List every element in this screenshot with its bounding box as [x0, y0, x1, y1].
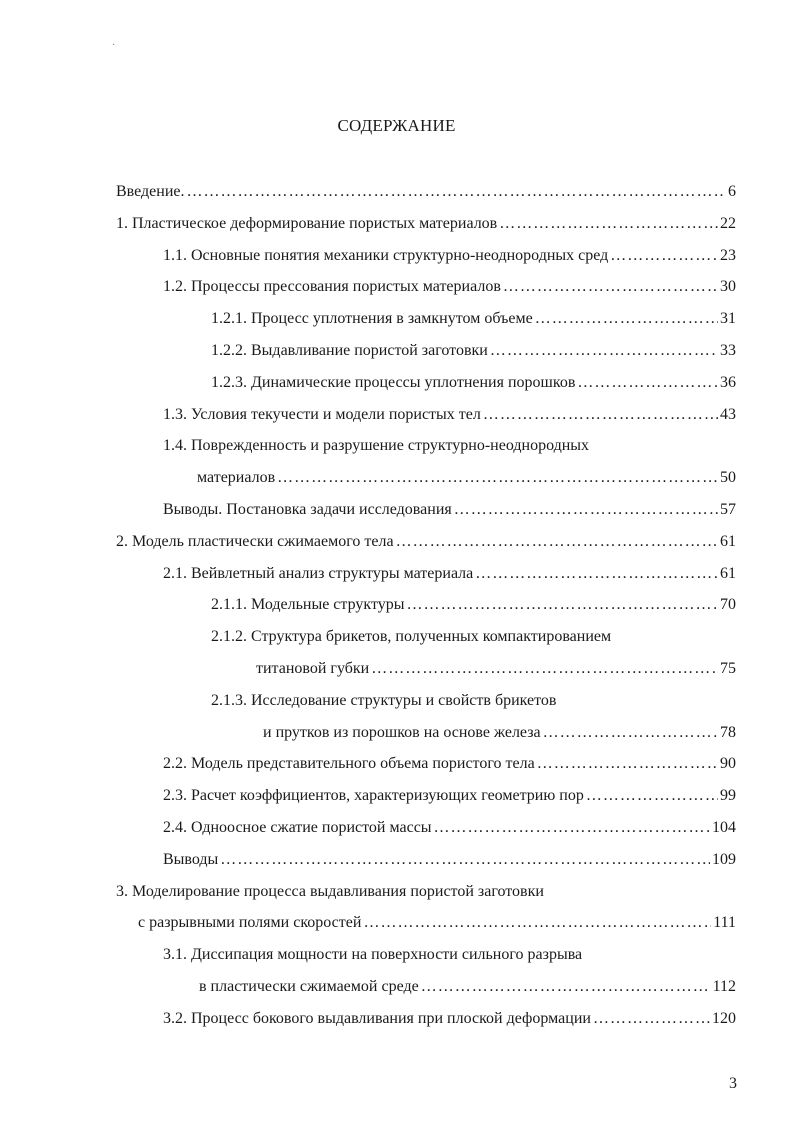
toc-entry-text: 2. Модель пластически сжимаемого тела — [116, 526, 396, 558]
toc-entry[interactable] — [0, 780, 793, 812]
toc-entry[interactable] — [0, 876, 793, 908]
toc-entry[interactable] — [0, 430, 793, 462]
toc-entry-text: 2.1. Вейвлетный анализ структуры материала — [163, 558, 475, 590]
toc-leader-dots — [543, 717, 718, 749]
toc-entry-page: 109 — [712, 850, 736, 868]
toc-entry-continuation[interactable] — [0, 462, 793, 494]
toc-entry[interactable] — [0, 939, 793, 971]
toc-leader-dots — [499, 208, 718, 240]
toc-entry-page: 70 — [720, 596, 736, 614]
toc-entry-page: 6 — [728, 183, 736, 200]
toc-entry-text: 1. Пластическое деформирование пористых материалов — [116, 208, 499, 240]
toc-entry-text: 2.1.2. Структура брикетов, полученных компактированием — [211, 621, 611, 653]
toc-entry[interactable] — [0, 494, 793, 526]
toc-entry[interactable] — [0, 685, 793, 717]
toc-entry-continuation[interactable] — [0, 717, 793, 749]
toc-entry-page: 23 — [720, 246, 736, 264]
toc-entry-text: титановой губки — [256, 653, 371, 685]
toc-leader-dots — [586, 780, 718, 812]
toc-entry-page: 36 — [720, 373, 736, 391]
toc-entry-text: Введение. — [116, 176, 187, 208]
toc-entry[interactable] — [0, 176, 793, 208]
toc-leader-dots — [577, 367, 718, 399]
toc-entry-text: 2.4. Одноосное сжатие пористой массы — [163, 812, 434, 844]
toc-entry[interactable] — [0, 208, 793, 240]
toc-leader-dots — [187, 176, 727, 208]
toc-entry[interactable] — [0, 812, 793, 844]
toc-entry-page: 75 — [720, 659, 736, 677]
toc-entry-text: 3.2. Процесс бокового выдавливания при плоской деформации — [163, 1003, 593, 1035]
toc-entry-page: 99 — [720, 787, 736, 805]
toc-entry[interactable] — [0, 399, 793, 431]
toc-entry-page: 111 — [713, 914, 736, 932]
toc-leader-dots — [537, 748, 718, 780]
toc-entry-text: 3.1. Диссипация мощности на поверхности сильного разрыва — [163, 939, 582, 971]
toc-entry-text: материалов — [197, 462, 277, 494]
toc-entry-page: 78 — [720, 723, 736, 741]
toc-entry-text: 2.3. Расчет коэффициентов, характеризующих геометрию пор — [163, 780, 586, 812]
toc-entry-text: 1.4. Поврежденность и разрушение структурно-неоднородных — [163, 430, 589, 462]
toc-leader-dots — [475, 558, 718, 590]
toc-entry-text: 1.1. Основные понятия механики структурно-неоднородных сред — [163, 240, 610, 272]
toc-entry-page: 33 — [720, 341, 736, 359]
toc-entry-page: 43 — [720, 405, 736, 423]
toc-entry-text: 3. Моделирование процесса выдавливания пористой заготовки — [116, 876, 544, 908]
toc-entry[interactable] — [0, 271, 793, 303]
toc-entry[interactable] — [0, 589, 793, 621]
toc-entry-page: 61 — [720, 532, 736, 550]
toc-entry-page: 120 — [712, 1009, 736, 1027]
toc-leader-dots — [490, 335, 718, 367]
toc-entry-text: и прутков из порошков на основе железа — [263, 717, 543, 749]
table-of-contents — [0, 176, 793, 1035]
toc-entry-text: Выводы — [163, 844, 220, 876]
toc-entry-page: 90 — [720, 755, 736, 773]
toc-entry[interactable] — [0, 335, 793, 367]
toc-leader-dots — [483, 399, 718, 431]
toc-entry-continuation[interactable] — [0, 653, 793, 685]
toc-leader-dots — [610, 240, 718, 272]
toc-entry-page: 104 — [712, 818, 736, 836]
toc-entry[interactable] — [0, 1003, 793, 1035]
page-number: 3 — [729, 1075, 737, 1092]
toc-leader-dots — [220, 844, 710, 876]
scan-mark: · — [112, 40, 116, 51]
toc-entry-text: 1.2.3. Динамические процессы уплотнения порошков — [211, 367, 577, 399]
toc-entry-page: 57 — [720, 500, 736, 518]
toc-leader-dots — [406, 589, 718, 621]
toc-entry-text: 1.2.2. Выдавливание пористой заготовки — [211, 335, 490, 367]
toc-entry-continuation[interactable] — [0, 971, 793, 1003]
toc-leader-dots — [277, 462, 718, 494]
toc-entry[interactable] — [0, 621, 793, 653]
toc-entry-text: Выводы. Постановка задачи исследования — [163, 494, 454, 526]
toc-entry-text: 1.2.1. Процесс уплотнения в замкнутом объеме — [211, 303, 535, 335]
toc-entry-text: 1.2. Процессы прессования пористых материалов — [163, 271, 503, 303]
toc-entry-text: 1.3. Условия текучести и модели пористых тел — [163, 399, 483, 431]
toc-leader-dots — [535, 303, 718, 335]
toc-leader-dots — [593, 1003, 710, 1035]
toc-entry[interactable] — [0, 558, 793, 590]
toc-entry-text: в пластически сжимаемой среде — [199, 971, 421, 1003]
toc-leader-dots — [396, 526, 718, 558]
toc-entry-text: 2.1.3. Исследование структуры и свойств брикетов — [211, 685, 556, 717]
toc-entry-continuation[interactable] — [0, 907, 793, 939]
toc-entry[interactable] — [0, 526, 793, 558]
toc-entry-text: 2.1.1. Модельные структуры — [211, 589, 406, 621]
toc-entry-page: 30 — [720, 278, 736, 296]
toc-leader-dots — [454, 494, 718, 526]
toc-entry-text: с разрывными полями скоростей — [138, 907, 363, 939]
toc-entry[interactable] — [0, 367, 793, 399]
toc-leader-dots — [363, 907, 711, 939]
toc-leader-dots — [421, 971, 711, 1003]
toc-entry-page: 61 — [720, 564, 736, 582]
toc-entry[interactable] — [0, 240, 793, 272]
toc-entry[interactable] — [0, 303, 793, 335]
page-title: СОДЕРЖАНИЕ — [337, 116, 456, 135]
toc-leader-dots — [434, 812, 710, 844]
toc-entry-text: 2.2. Модель представительного объема пористого тела — [163, 748, 537, 780]
toc-entry[interactable] — [0, 748, 793, 780]
toc-entry-page: 31 — [720, 310, 736, 328]
toc-leader-dots — [371, 653, 718, 685]
toc-entry-page: 22 — [720, 214, 736, 232]
toc-entry-page: 50 — [720, 469, 736, 487]
toc-leader-dots — [503, 271, 718, 303]
toc-entry[interactable] — [0, 844, 793, 876]
toc-entry-page: 112 — [712, 977, 736, 995]
